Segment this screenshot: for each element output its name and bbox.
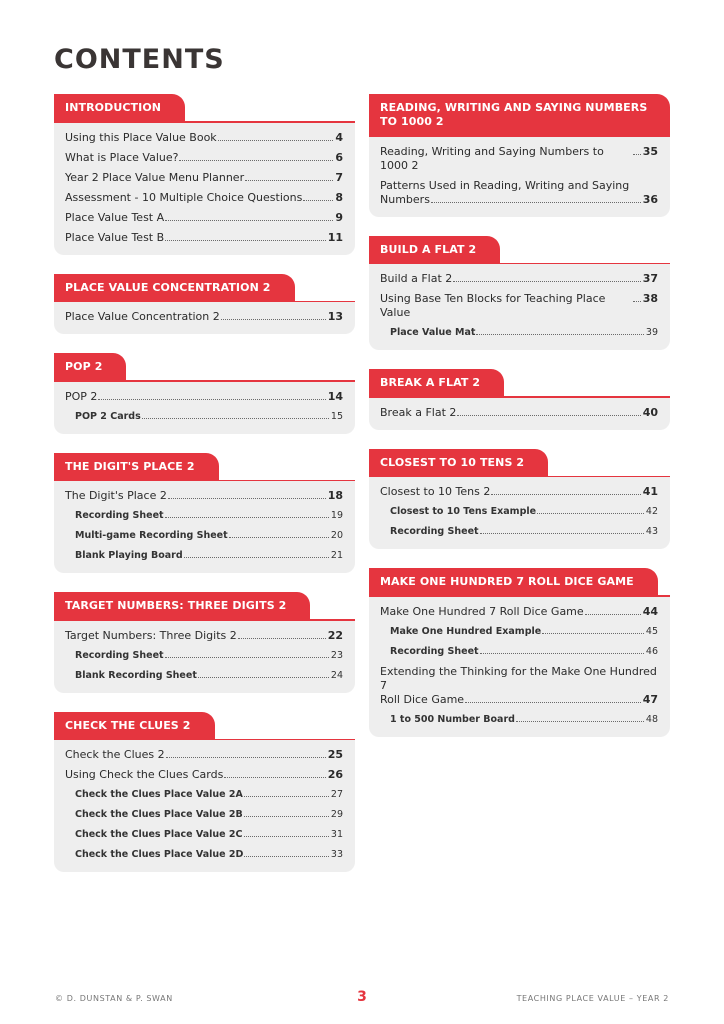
section-heading: POP 2: [54, 353, 126, 380]
toc-entry[interactable]: [65, 486, 343, 506]
leader-dots: [224, 777, 325, 778]
entry-title: Recording Sheet: [390, 645, 479, 657]
leader-dots: [491, 494, 640, 495]
entry-title: Check the Clues Place Value 2D: [75, 849, 244, 860]
section-entries: [54, 302, 355, 334]
entry-title: Blank Recording Sheet: [75, 669, 197, 681]
entry-title: 1 to 500 Number Board: [390, 713, 515, 725]
entry-page-number: 15: [330, 410, 343, 422]
entry-page-number: 44: [642, 604, 658, 618]
toc-entry[interactable]: [65, 666, 343, 686]
entry-title: Break a Flat 2: [380, 405, 457, 419]
entry-title-line2: Roll Dice Game: [380, 692, 465, 706]
leader-dots: [585, 614, 641, 615]
contents-section: [369, 567, 670, 737]
section-header: [54, 711, 355, 739]
toc-entry[interactable]: [65, 765, 343, 785]
toc-entry[interactable]: [65, 825, 343, 845]
toc-entry[interactable]: [380, 662, 658, 710]
entry-title: Recording Sheet: [75, 649, 164, 661]
section-entries: [369, 477, 670, 549]
leader-dots: [465, 702, 641, 703]
entry-title: Assessment - 10 Multiple Choice Questions: [65, 190, 303, 204]
entry-title: POP 2 Cards: [75, 410, 141, 422]
section-header: [54, 591, 355, 619]
entry-page-number: 41: [642, 485, 658, 498]
section-entries: [54, 621, 355, 693]
contents-section: [54, 591, 355, 693]
leader-dots: [198, 677, 329, 678]
section-heading: READING, WRITING AND SAYING NUMBERS TO 1000 2: [369, 94, 670, 135]
contents-section: [54, 452, 355, 574]
entry-title: The Digit's Place 2: [65, 489, 167, 502]
toc-entry[interactable]: [380, 289, 658, 323]
section-heading: CHECK THE CLUES 2: [54, 712, 215, 739]
entry-page-number: 25: [327, 748, 343, 761]
section-heading: BUILD A FLAT 2: [369, 236, 500, 263]
entry-page-number: 48: [645, 713, 658, 725]
footer-book-title: TEACHING PLACE VALUE – YEAR 2: [516, 994, 669, 1003]
left-column: [54, 93, 355, 890]
leader-dots: [98, 399, 325, 400]
entry-title: Using Check the Clues Cards: [65, 768, 224, 781]
entry-title: Check the Clues Place Value 2C: [75, 829, 243, 840]
section-header: [369, 235, 670, 263]
leader-dots: [244, 816, 329, 817]
toc-entry[interactable]: [65, 805, 343, 825]
toc-entry[interactable]: [65, 845, 343, 865]
contents-section: [369, 448, 670, 550]
toc-entry[interactable]: [65, 168, 343, 188]
toc-entry[interactable]: [65, 387, 343, 407]
entry-title: Closest to 10 Tens 2: [380, 485, 491, 498]
entry-page-number: 23: [330, 649, 343, 661]
leader-dots: [245, 180, 333, 181]
entry-page-number: 9: [335, 210, 343, 224]
section-header: [369, 448, 670, 476]
entry-page-number: 47: [642, 692, 658, 706]
leader-dots: [165, 657, 329, 658]
toc-entry[interactable]: [380, 142, 658, 176]
toc-entry[interactable]: [65, 407, 343, 427]
leader-dots: [480, 533, 644, 534]
section-entries: [54, 382, 355, 434]
toc-entry[interactable]: [65, 646, 343, 666]
section-header: [54, 273, 355, 301]
contents-section: [54, 352, 355, 434]
section-heading: TARGET NUMBERS: THREE DIGITS 2: [54, 592, 310, 619]
toc-entry[interactable]: [380, 602, 658, 622]
entry-page-number: 24: [330, 669, 343, 681]
toc-entry[interactable]: [65, 546, 343, 566]
entry-page-number: 8: [335, 190, 343, 204]
leader-dots: [303, 200, 333, 201]
entry-page-number: 38: [642, 292, 658, 305]
section-entries: [54, 123, 355, 255]
toc-entry[interactable]: [380, 176, 658, 210]
leader-dots: [431, 202, 641, 203]
entry-page-number: 7: [335, 170, 343, 184]
leader-dots: [457, 415, 640, 416]
section-heading: THE DIGIT'S PLACE 2: [54, 453, 219, 480]
entry-page-number: 27: [330, 789, 343, 800]
entry-title-continued: [380, 193, 658, 207]
section-header: [369, 567, 670, 595]
toc-entry[interactable]: [380, 323, 658, 343]
leader-dots: [229, 537, 329, 538]
entry-title: Using this Place Value Book: [65, 130, 217, 144]
leader-dots: [165, 240, 326, 241]
entry-page-number: 35: [642, 144, 658, 158]
leader-dots: [166, 757, 326, 758]
leader-dots: [633, 154, 641, 155]
entry-title: Closest to 10 Tens Example: [390, 506, 537, 517]
leader-dots: [165, 517, 329, 518]
toc-entry[interactable]: [65, 626, 343, 646]
entry-title: Extending the Thinking for the Make One Hundred 7: [380, 664, 657, 692]
entry-title: Build a Flat 2: [380, 272, 453, 285]
footer-page-number: 3: [357, 989, 367, 1005]
contents-section: [369, 235, 670, 351]
leader-dots: [244, 836, 329, 837]
leader-dots: [476, 334, 643, 335]
leader-dots: [142, 418, 329, 419]
toc-entry[interactable]: [65, 307, 343, 327]
section-entries: [54, 481, 355, 573]
entry-title: Check the Clues Place Value 2A: [75, 789, 243, 800]
toc-entry[interactable]: [65, 188, 343, 208]
toc-entry[interactable]: [65, 208, 343, 228]
toc-entry[interactable]: [65, 228, 343, 248]
toc-entry[interactable]: [380, 502, 658, 522]
leader-dots: [218, 140, 334, 141]
entry-page-number: 45: [645, 625, 658, 637]
toc-entry[interactable]: [380, 710, 658, 730]
entry-title: Target Numbers: Three Digits 2: [65, 628, 237, 642]
leader-dots: [542, 633, 644, 634]
section-header: [54, 352, 355, 380]
entry-page-number: 33: [330, 849, 343, 860]
entry-page-number: 6: [335, 150, 343, 164]
entry-page-number: 42: [645, 506, 658, 517]
entry-page-number: 37: [642, 272, 658, 285]
section-heading: MAKE ONE HUNDRED 7 ROLL DICE GAME: [369, 568, 658, 595]
toc-entry[interactable]: [65, 128, 343, 148]
entry-title: Recording Sheet: [390, 526, 479, 537]
entry-page-number: 4: [335, 130, 343, 144]
contents-section: [369, 368, 670, 430]
contents-section: [54, 93, 355, 255]
toc-entry[interactable]: [65, 148, 343, 168]
entry-title: Blank Playing Board: [75, 550, 183, 561]
leader-dots: [537, 513, 644, 514]
toc-entry[interactable]: [380, 482, 658, 502]
entry-page-number: 40: [642, 405, 658, 419]
footer-copyright: © D. DUNSTAN & P. SWAN: [55, 994, 173, 1003]
section-entries: [369, 597, 670, 737]
entry-title-line2: Numbers: [380, 192, 430, 206]
toc-entry[interactable]: [65, 506, 343, 526]
entry-page-number: 21: [330, 550, 343, 561]
section-heading: BREAK A FLAT 2: [369, 369, 504, 396]
entry-page-number: 14: [327, 389, 343, 403]
entry-page-number: 19: [330, 510, 343, 521]
page-title: CONTENTS: [54, 44, 225, 75]
section-heading: INTRODUCTION: [54, 94, 185, 121]
section-heading: CLOSEST TO 10 TENS 2: [369, 449, 548, 476]
entry-page-number: 39: [645, 327, 658, 338]
entry-title: Place Value Mat: [390, 327, 476, 338]
section-entries: [369, 264, 670, 350]
section-entries: [369, 137, 670, 217]
entry-title: Make One Hundred 7 Roll Dice Game: [380, 604, 584, 618]
entry-title: Make One Hundred Example: [390, 625, 542, 637]
leader-dots: [238, 638, 326, 639]
entry-title-continued: [380, 693, 658, 707]
entry-page-number: 26: [327, 768, 343, 781]
leader-dots: [184, 557, 329, 558]
entry-title: Reading, Writing and Saying Numbers to 1000 2: [380, 144, 604, 172]
leader-dots: [244, 796, 329, 797]
entry-page-number: 43: [645, 526, 658, 537]
section-header: [54, 93, 355, 121]
leader-dots: [633, 301, 641, 302]
leader-dots: [244, 856, 328, 857]
entry-title: What is Place Value?: [65, 150, 179, 164]
entry-title: Place Value Test B: [65, 230, 165, 244]
toc-entry[interactable]: [380, 522, 658, 542]
toc-entry[interactable]: [65, 745, 343, 765]
entry-page-number: 29: [330, 809, 343, 820]
leader-dots: [453, 281, 640, 282]
entry-title: Using Base Ten Blocks for Teaching Place Value: [380, 292, 606, 319]
section-header: [369, 93, 670, 135]
entry-title: Check the Clues Place Value 2B: [75, 809, 243, 820]
leader-dots: [221, 319, 326, 320]
right-column: [369, 93, 670, 755]
leader-dots: [516, 721, 644, 722]
toc-entry[interactable]: [65, 526, 343, 546]
entry-title: POP 2: [65, 389, 98, 403]
entry-page-number: 13: [327, 310, 343, 323]
entry-title: Place Value Test A: [65, 210, 165, 224]
entry-title: Place Value Concentration 2: [65, 310, 220, 323]
toc-entry[interactable]: [380, 622, 658, 642]
section-heading: PLACE VALUE CONCENTRATION 2: [54, 274, 295, 301]
contents-section: [54, 711, 355, 873]
section-header: [369, 368, 670, 396]
entry-page-number: 18: [327, 489, 343, 502]
section-header: [54, 452, 355, 480]
entry-page-number: 36: [642, 192, 658, 206]
leader-dots: [165, 220, 333, 221]
entry-title: Recording Sheet: [75, 510, 164, 521]
entry-title: Check the Clues 2: [65, 748, 165, 761]
toc-entry[interactable]: [65, 785, 343, 805]
entry-page-number: 22: [327, 628, 343, 642]
section-entries: [369, 398, 670, 430]
contents-section: [369, 93, 670, 217]
section-entries: [54, 740, 355, 872]
toc-entry[interactable]: [380, 269, 658, 289]
leader-dots: [480, 653, 644, 654]
leader-dots: [168, 498, 326, 499]
entry-page-number: 46: [645, 645, 658, 657]
toc-entry[interactable]: [380, 642, 658, 662]
entry-title: Patterns Used in Reading, Writing and Saying: [380, 178, 630, 192]
entry-page-number: 31: [330, 829, 343, 840]
entry-title: Multi-game Recording Sheet: [75, 530, 228, 541]
entry-page-number: 11: [327, 230, 343, 244]
entry-title: Year 2 Place Value Menu Planner: [65, 170, 245, 184]
entry-page-number: 20: [330, 530, 343, 541]
toc-entry[interactable]: [380, 403, 658, 423]
leader-dots: [179, 160, 333, 161]
contents-section: [54, 273, 355, 335]
